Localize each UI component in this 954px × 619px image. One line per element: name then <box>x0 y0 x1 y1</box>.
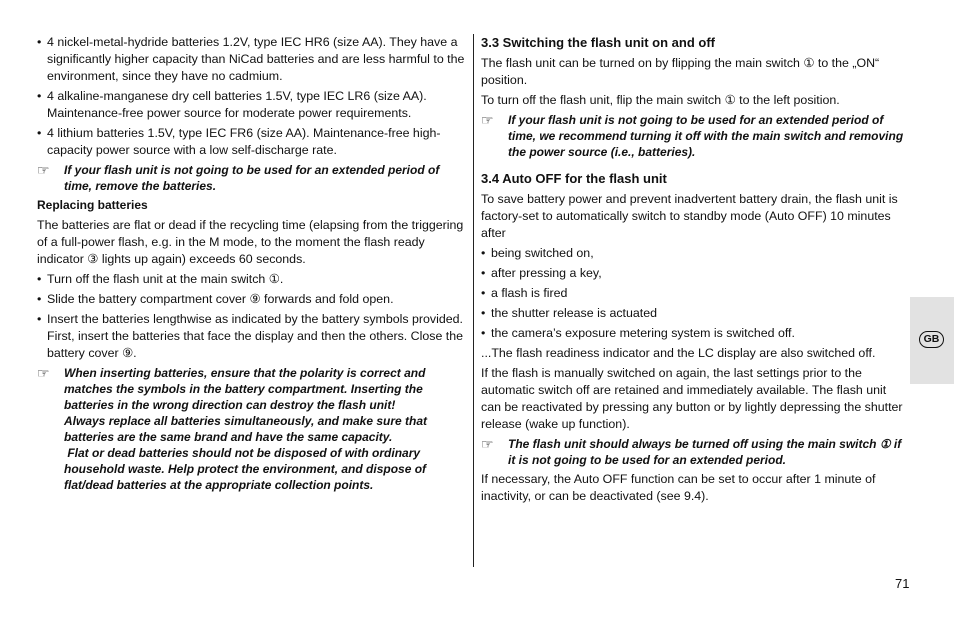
bullet-dot: • <box>37 272 42 286</box>
list-item-text: the shutter release is actuated <box>491 306 657 320</box>
list-item <box>37 34 467 85</box>
list-item-text: being switched on, <box>491 246 594 260</box>
pointing-hand-icon: ☞ <box>481 112 494 128</box>
note-turn-off <box>481 112 909 160</box>
left-column <box>37 34 467 496</box>
bullet-dot: • <box>37 312 42 326</box>
section-3-4-indicator-note: ...The flash readiness indicator and the LC display are also switched off. <box>481 346 876 360</box>
battery-type-nimh: 4 nickel-metal-hydride batteries 1.2V, type IEC HR6 (size AA). They have a significantly higher capacity than NiCad batteries and are less harmful to the environment, since they have no cadmium. <box>47 35 465 83</box>
bullet-dot: • <box>481 326 486 340</box>
bullet-dot: • <box>37 35 42 49</box>
section-3-3-paragraph-off: To turn off the flash unit, flip the main switch ① to the left position. <box>481 93 840 107</box>
list-item-text: the camera’s exposure metering system is switched off. <box>491 326 795 340</box>
list-item <box>37 311 467 362</box>
note-main-switch <box>481 436 909 468</box>
note-battery-safety <box>37 365 467 493</box>
page-number: 71 <box>895 576 910 591</box>
section-3-4-intro: To save battery power and prevent inadvertent battery drain, the flash unit is factory-set to automatically switch to standby mode (Auto OFF) 10 minutes after <box>481 192 898 240</box>
note-text: The flash unit should always be turned off using the main switch ① if it is not going to be used for an extended period. <box>508 437 902 467</box>
note-polarity: When inserting batteries, ensure that the polarity is correct and matches the symbols in the battery compartment. Inserting the batteries in the wrong direction can destroy the flash unit! <box>64 366 426 412</box>
replacing-batteries-paragraph: The batteries are flat or dead if the recycling time (elapsing from the triggering of a full-power flash, e.g. in the M mode, to the moment the flash ready indicator ③ lights up again) exceeds 60 seconds. <box>37 218 464 266</box>
bullet-dot: • <box>481 306 486 320</box>
bullet-dot: • <box>481 266 486 280</box>
pointing-hand-icon: ☞ <box>481 436 494 452</box>
replacing-batteries-heading: Replacing batteries <box>37 198 148 212</box>
battery-type-lithium: 4 lithium batteries 1.5V, type IEC FR6 (size AA). Maintenance-free high-capacity power source with a low self-discharge rate. <box>47 126 441 157</box>
step-turn-off: Turn off the flash unit at the main switch ①. <box>47 272 284 286</box>
list-item <box>37 88 467 122</box>
step-insert-batteries: Insert the batteries lengthwise as indicated by the battery symbols provided. First, insert the batteries that face the display and then the others. Close the battery cover ⑨. <box>47 312 464 360</box>
list-item-text: after pressing a key, <box>491 266 602 280</box>
column-divider <box>473 34 474 567</box>
list-item <box>481 265 909 282</box>
note-text: If your flash unit is not going to be used for an extended period of time, remove the batteries. <box>64 163 440 193</box>
section-3-4-title: 3.4 Auto OFF for the flash unit <box>481 171 667 186</box>
section-3-4-wake-up: If the flash is manually switched on again, the last settings prior to the automatic switch off are retained and immediately available. The flash unit can be reactivated by pressing any button or by lightly depressing the shutter release (wake up function). <box>481 366 903 431</box>
right-column <box>481 34 909 508</box>
language-tab <box>910 297 954 384</box>
note-disposal: Flat or dead batteries should not be disposed of with ordinary household waste. Help protect the environment, and dispose of flat/dead batteries at the appropriate collection points. <box>64 446 430 492</box>
list-item-text: a flash is fired <box>491 286 568 300</box>
pointing-hand-icon: ☞ <box>37 365 50 381</box>
battery-type-alkaline: 4 alkaline-manganese dry cell batteries 1.5V, type IEC LR6 (size AA). Maintenance-free power source for moderate power requirements. <box>47 89 427 120</box>
list-item <box>481 245 909 262</box>
note-text <box>64 365 467 493</box>
section-3-3-paragraph-on: The flash unit can be turned on by flipping the main switch ① to the „ON“ position. <box>481 56 880 87</box>
bullet-dot: • <box>37 89 42 103</box>
bullet-dot: • <box>37 126 42 140</box>
bullet-dot: • <box>481 286 486 300</box>
section-3-4-auto-off-setting: If necessary, the Auto OFF function can be set to occur after 1 minute of inactivity, or can be deactivated (see 9.4). <box>481 472 876 503</box>
list-item <box>37 125 467 159</box>
list-item <box>481 325 909 342</box>
note-text: If your flash unit is not going to be used for an extended period of time, we recommend turning it off with the main switch and removing the power source (i.e., batteries). <box>508 113 904 159</box>
note-replace-all: Always replace all batteries simultaneously, and make sure that batteries are the same brand and have the same capacity. <box>64 414 428 444</box>
list-item <box>481 285 909 302</box>
bullet-dot: • <box>481 246 486 260</box>
pointing-hand-icon: ☞ <box>37 162 50 178</box>
section-3-3-title: 3.3 Switching the flash unit on and off <box>481 35 715 50</box>
bullet-dot: • <box>37 292 42 306</box>
step-open-cover: Slide the battery compartment cover ⑨ forwards and fold open. <box>47 292 394 306</box>
language-badge: GB <box>919 331 944 348</box>
list-item <box>37 271 467 288</box>
list-item <box>481 305 909 322</box>
list-item <box>37 291 467 308</box>
note-remove-batteries <box>37 162 467 194</box>
